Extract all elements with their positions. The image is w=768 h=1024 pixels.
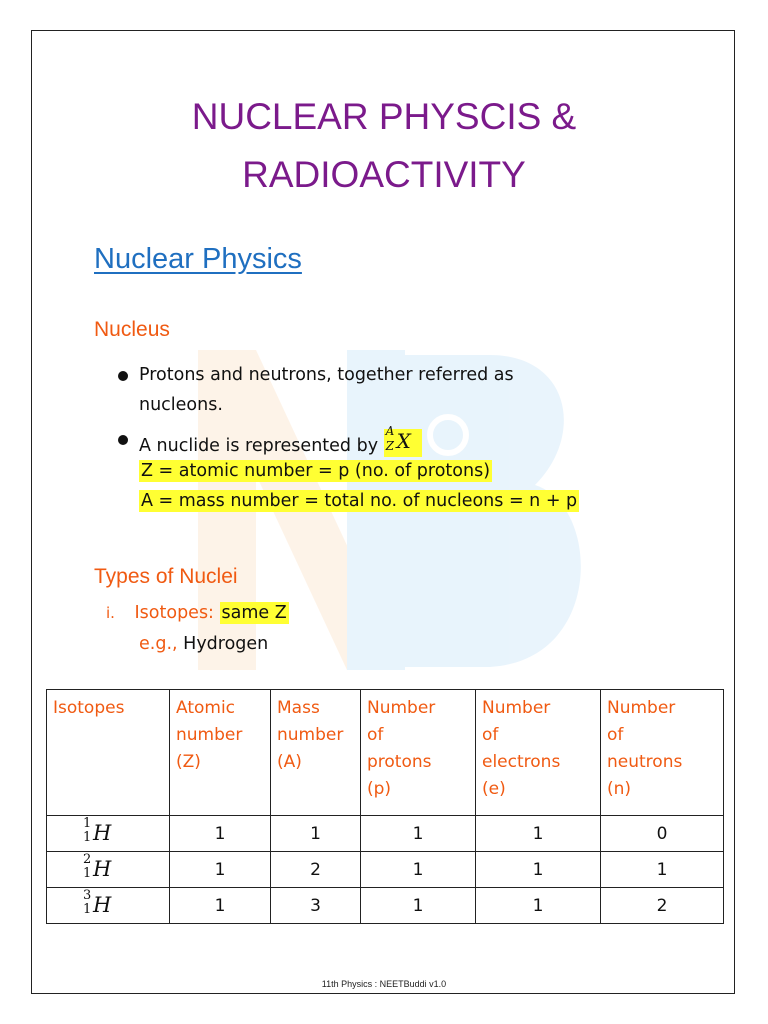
bullet2-line xyxy=(139,424,422,457)
example-prefix: e.g., xyxy=(139,634,178,654)
col-header-atomic-number: Atomic number (Z) xyxy=(170,690,271,816)
neutrons-cell: 0 xyxy=(601,816,724,852)
isotope-cell xyxy=(47,816,170,852)
protons-cell: 1 xyxy=(361,888,476,924)
protons-cell: 1 xyxy=(361,852,476,888)
page-footer: 11th Physics : NEETBuddi v1.0 xyxy=(321,979,447,989)
bullet-dot xyxy=(118,371,128,381)
table-header-row xyxy=(47,690,724,816)
col-header-protons: Number of protons (p) xyxy=(361,690,476,816)
z-line-highlight: Z = atomic number = p (no. of protons) xyxy=(141,461,491,481)
atomic-number-cell: 1 xyxy=(170,888,271,924)
notation-symbol: X xyxy=(396,429,411,453)
mass-number-definition xyxy=(139,491,579,511)
col-header-electrons: Number of electrons (e) xyxy=(476,690,601,816)
bullet2-text: A nuclide is represented by xyxy=(139,436,384,456)
list-numeral: i. xyxy=(106,604,115,622)
isotopes-label: Isotopes: xyxy=(134,603,214,623)
bullet1-line1: Protons and neutrons, together referred as xyxy=(139,365,514,385)
example-value: Hydrogen xyxy=(183,634,269,654)
electrons-cell: 1 xyxy=(476,888,601,924)
table-row xyxy=(47,852,724,888)
notation-mass-number: A xyxy=(385,424,395,438)
same-z-highlight: same Z xyxy=(221,603,287,623)
mass-number-cell: 1 xyxy=(271,816,361,852)
table-row xyxy=(47,888,724,924)
subheading-nucleus: Nucleus xyxy=(94,318,170,341)
isotopes-table xyxy=(46,689,724,924)
page-title xyxy=(0,88,768,204)
mass-number-cell: 2 xyxy=(271,852,361,888)
section-heading: Nuclear Physics xyxy=(94,243,302,275)
isotope-symbol: 2 1 H xyxy=(83,852,112,881)
a-line-highlight: A = mass number = total no. of nucleons = n + p xyxy=(141,491,578,511)
title-line-1: NUCLEAR PHYSCIS & xyxy=(191,96,577,137)
col-header-mass-number: Mass number (A) xyxy=(271,690,361,816)
isotope-cell xyxy=(47,852,170,888)
example-line xyxy=(139,634,268,654)
notation-atomic-number: Z xyxy=(385,439,394,453)
col-header-neutrons: Number of neutrons (n) xyxy=(601,690,724,816)
atomic-number-cell: 1 xyxy=(170,816,271,852)
electrons-cell: 1 xyxy=(476,816,601,852)
subheading-types-of-nuclei: Types of Nuclei xyxy=(94,565,238,588)
bullet1-line2: nucleons. xyxy=(139,395,223,415)
isotope-symbol: 3 1 H xyxy=(83,888,112,917)
neutrons-cell: 2 xyxy=(601,888,724,924)
atomic-number-cell: 1 xyxy=(170,852,271,888)
neutrons-cell: 1 xyxy=(601,852,724,888)
table-row xyxy=(47,816,724,852)
isotope-symbol: 1 1 H xyxy=(83,816,112,845)
bullet-dot xyxy=(118,435,128,445)
mass-number-cell: 3 xyxy=(271,888,361,924)
col-header-isotopes: Isotopes xyxy=(47,690,170,816)
nuclide-notation xyxy=(384,424,422,457)
title-line-2: RADIOACTIVITY xyxy=(242,154,526,195)
protons-cell: 1 xyxy=(361,816,476,852)
isotope-cell xyxy=(47,888,170,924)
isotopes-item xyxy=(106,603,289,623)
electrons-cell: 1 xyxy=(476,852,601,888)
atomic-number-definition xyxy=(139,461,492,481)
